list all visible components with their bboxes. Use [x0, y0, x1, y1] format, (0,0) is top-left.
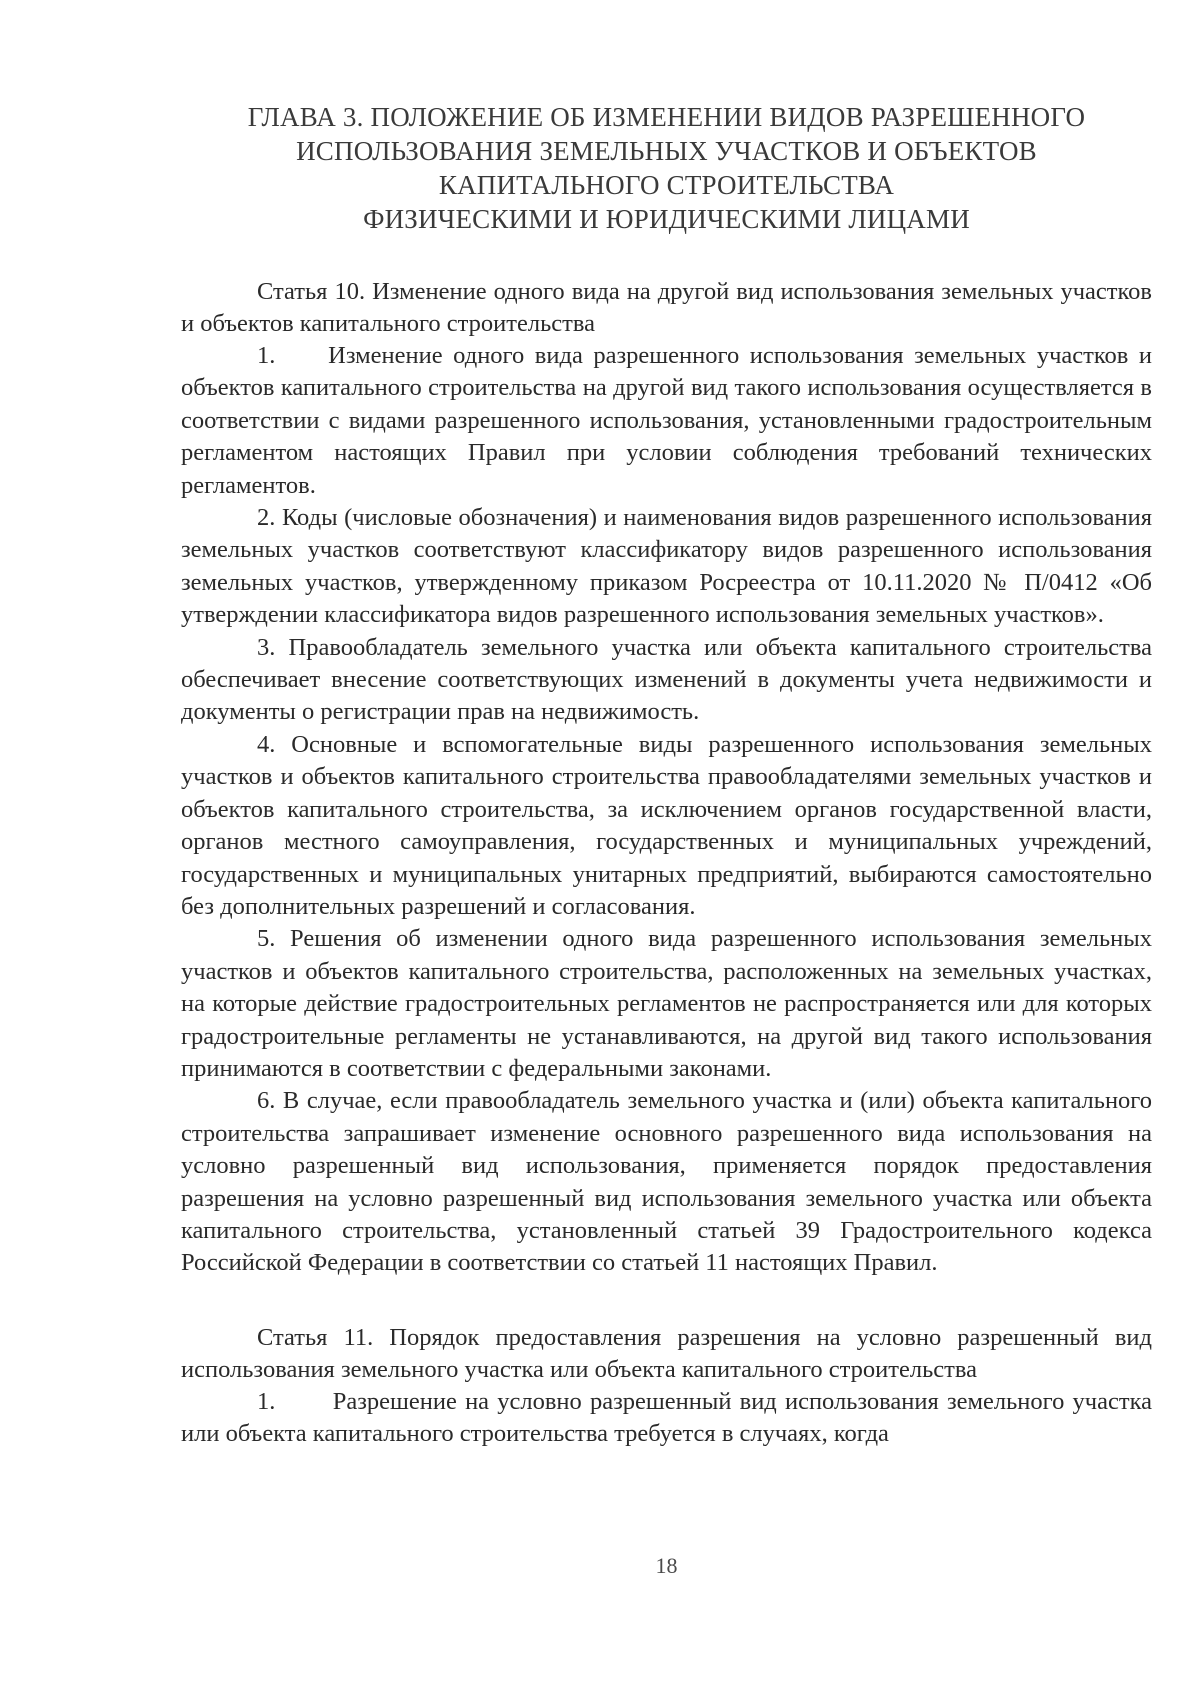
section-gap [181, 1280, 1152, 1322]
article-10 [181, 276, 1159, 1280]
article-11-item-1: 1. Разрешение на условно разрешенный вид использования земельного участка или объекта капитального строительства требуется в случаях, когда [181, 1387, 1159, 1448]
chapter-title-line: ФИЗИЧЕСКИМИ И ЮРИДИЧЕСКИМИ ЛИЦАМИ [363, 204, 970, 234]
chapter-title [181, 100, 1152, 236]
chapter-title-line: ИСПОЛЬЗОВАНИЯ ЗЕМЕЛЬНЫХ УЧАСТКОВ И ОБЪЕКТОВ [296, 136, 1037, 166]
article-10-item-4: 4. Основные и вспомогательные виды разрешенного использования земельных участков и объектов капитального строительства правообладателями земельных участков и объектов капитального строительства, за исключением органов государственной власти, органов местного самоуправления, государственных и муниципальных учреждений, государственных и муниципальных унитарных предприятий, выбираются самостоятельно без дополнительных разрешений и согласования. [181, 730, 1152, 920]
article-10-item-6: 6. В случае, если правообладатель земельного участка и (или) объекта капитального строительства запрашивает изменение основного разрешенного вида использования на условно разрешенный вид использования, применяется порядок предоставления разрешения на условно разрешенный вид использования земельного участка или объекта капитального строительства, установленный статьей 39 Градостроительного кодекса Российской Федерации в соответствии со статьей 11 настоящих Правил. [181, 1087, 1152, 1277]
article-10-item-2: 2. Коды (числовые обозначения) и наименования видов разрешенного использования земельных участков соответствуют классификатору видов разрешенного использования земельных участков, утвержденному приказом Росреестра от 10.11.2020 № П/0412 «Об утверждении классификатора видов разрешенного использования земельных участков». [181, 504, 1152, 629]
article-11 [181, 1322, 1159, 1451]
chapter-title-line: КАПИТАЛЬНОГО СТРОИТЕЛЬСТВА [438, 170, 895, 200]
article-10-title: Статья 10. Изменение одного вида на другой вид использования земельных участков и объектов капитального строительства [181, 278, 1152, 337]
chapter-title-line: ГЛАВА 3. ПОЛОЖЕНИЕ ОБ ИЗМЕНЕНИИ ВИДОВ РАЗРЕШЕННОГО [247, 102, 1086, 132]
article-10-item-3: 3. Правообладатель земельного участка или объекта капитального строительства обеспечивает внесение соответствующих изменений в документы учета недвижимости и документы о регистрации прав на недвижимость. [181, 633, 1152, 726]
page-number: 18 [655, 1553, 678, 1578]
article-11-title: Статья 11. Порядок предоставления разрешения на условно разрешенный вид использования земельного участка или объекта капитального строительства [181, 1323, 1152, 1383]
article-10-item-5: 5. Решения об изменении одного вида разрешенного использования земельных участков и объектов капитального строительства, расположенных на земельных участках, на которые действие градостроительных регламентов не распространяется или для которых градостроительные регламенты не устанавливаются, на другой вид такого использования принимаются в соответствии с федеральными законами. [181, 925, 1152, 1082]
article-10-item-1: 1. Изменение одного вида разрешенного использования земельных участков и объектов капитального строительства на другой вид такого использования осуществляется в соответствии с видами разрешенного использования, установленными градостроительным регламентом настоящих Правил при условии соблюдения требований технических регламентов. [181, 342, 1159, 499]
